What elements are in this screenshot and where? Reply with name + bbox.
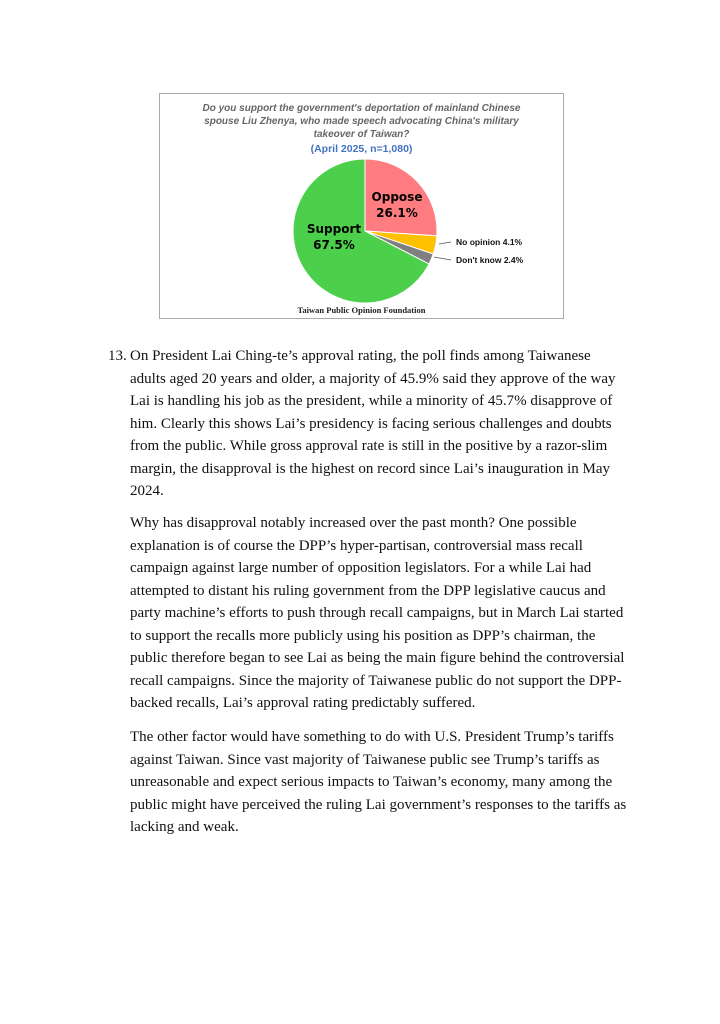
pie-chart: [160, 94, 565, 320]
figure-title-line: Do you support the government's deportation of mainland Chinese: [202, 103, 521, 114]
paragraph-tariffs: [130, 726, 627, 839]
poll-figure: [159, 93, 564, 319]
text-line: public therefore began to see Lai as being the main figure behind the controversial: [130, 650, 625, 666]
text-line: 2024.: [130, 483, 164, 499]
text-line: him. Clearly this shows Lai’s presidency is facing serious challenges and doubts: [130, 415, 612, 432]
text-line: The other factor would have something to do with U.S. President Trump’s tariffs: [130, 729, 614, 745]
figure-source: Taiwan Public Opinion Foundation: [297, 305, 426, 315]
text-line: public might have perceived the ruling Lai government’s responses to the tariffs as: [130, 796, 627, 813]
text-line: adults aged 20 years and older, a majority of 45.9% said they approve of the way: [130, 370, 616, 387]
dont-know-label: Don't know 2.4%: [456, 255, 524, 265]
text-line: lacking and weak.: [130, 819, 239, 835]
list-item-number: 13.: [108, 348, 127, 364]
support-value: 67.5%: [313, 238, 355, 252]
text-line: margin, the disapproval is the highest on record since Lai’s inauguration in May: [130, 460, 611, 477]
support-label: Support: [306, 222, 362, 236]
text-line: explanation is of course the DPP’s hyper-partisan, controversial mass recall: [130, 537, 583, 554]
text-line: to support the recalls more publicly using his position as DPP’s chairman, the: [130, 627, 596, 644]
no-opinion-label: No opinion 4.1%: [456, 237, 523, 247]
leader-line-dont-know: [434, 257, 451, 260]
text-line: from the public. While gross approval rate is still in the positive by a razor-slim: [130, 438, 608, 454]
oppose-value: 26.1%: [376, 206, 418, 220]
paragraph-recall-campaign: [130, 512, 625, 715]
figure-subtitle: (April 2025, n=1,080): [310, 143, 413, 155]
text-line: backed recalls, Lai’s approval rating predictably suffered.: [130, 695, 476, 711]
figure-title-line: spouse Liu Zhenya, who made speech advocating China's military: [204, 116, 519, 127]
text-line: campaign against large number of opposition legislators. For a while Lai had: [130, 560, 592, 576]
leader-line-no-opinion: [439, 242, 451, 244]
text-line: party machine’s efforts to push through recall campaigns, but in March Lai started: [130, 605, 624, 621]
text-line: Why has disapproval notably increased over the past month? One possible: [130, 515, 577, 531]
figure-title-line: takeover of Taiwan?: [313, 129, 410, 140]
text-line: On President Lai Ching-te’s approval rating, the poll finds among Taiwanese: [130, 348, 591, 364]
text-line: against Taiwan. Since vast majority of Taiwanese public see Trump’s tariffs as: [130, 751, 600, 768]
oppose-label: Oppose: [371, 190, 423, 204]
text-line: unreasonable and expect serious impacts to Taiwan’s economy, many among the: [130, 774, 613, 790]
paragraph-approval-rating: [130, 345, 622, 503]
text-line: attempted to distant his ruling government from the DPP legislative caucus and: [130, 582, 606, 599]
text-line: recall campaigns. Since the majority of Taiwanese public do not support the DPP-: [130, 672, 622, 689]
text-line: Lai is handling his job as the president, while a minority of 45.7% disapprove of: [130, 393, 613, 409]
